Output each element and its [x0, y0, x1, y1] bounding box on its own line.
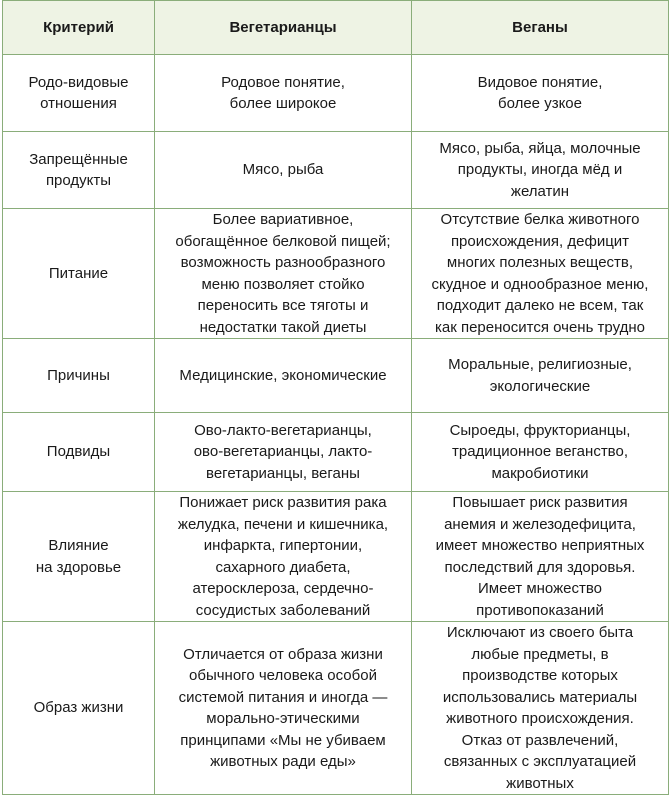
row-vegans: Исключают из своего быта любые предметы, в производстве которых использовались материалы животного происхождения. Отказ от развлечений, связанных с эксплуатацией животных: [412, 622, 669, 795]
header-row: [3, 1, 669, 55]
row-criterion: Влияние на здоровье: [3, 492, 155, 622]
row-vegetarians: Ово-лакто-вегетарианцы, ово-вегетарианцы, лакто- вегетарианцы, веганы: [155, 413, 412, 492]
row-vegetarians: Родовое понятие, более широкое: [155, 55, 412, 132]
row-criterion: Родо-видовые отношения: [3, 55, 155, 132]
table-row: [3, 622, 669, 795]
table-row: [3, 413, 669, 492]
header-vegans: Веганы: [412, 1, 669, 55]
header-criterion: Критерий: [3, 1, 155, 55]
row-vegetarians: Медицинские, экономические: [155, 339, 412, 413]
row-vegetarians: Отличается от образа жизни обычного человека особой системой питания и иногда — морально-этическими принципами «Мы не убиваем животных ради еды»: [155, 622, 412, 795]
row-criterion: Питание: [3, 209, 155, 339]
header-vegetarians: Вегетарианцы: [155, 1, 412, 55]
comparison-table: [2, 0, 669, 795]
row-vegetarians: Понижает риск развития рака желудка, печени и кишечника, инфаркта, гипертонии, сахарного диабета, атеросклероза, сердечно- сосудистых заболеваний: [155, 492, 412, 622]
table-row: [3, 132, 669, 209]
row-criterion: Запрещённые продукты: [3, 132, 155, 209]
row-vegetarians: Мясо, рыба: [155, 132, 412, 209]
row-vegans: Сыроеды, фрукторианцы, традиционное веганство, макробиотики: [412, 413, 669, 492]
table-row: [3, 492, 669, 622]
row-vegans: Повышает риск развития анемия и железодефицита, имеет множество неприятных последствий для здоровья. Имеет множество противопоказаний: [412, 492, 669, 622]
row-criterion: Подвиды: [3, 413, 155, 492]
row-vegans: Мясо, рыба, яйца, молочные продукты, иногда мёд и желатин: [412, 132, 669, 209]
row-criterion: Образ жизни: [3, 622, 155, 795]
row-vegans: Моральные, религиозные, экологические: [412, 339, 669, 413]
row-vegans: Отсутствие белка животного происхождения, дефицит многих полезных веществ, скудное и однообразное меню, подходит далеко не всем, так как переносится очень трудно: [412, 209, 669, 339]
row-criterion: Причины: [3, 339, 155, 413]
table-row: [3, 55, 669, 132]
row-vegans: Видовое понятие, более узкое: [412, 55, 669, 132]
table-row: [3, 339, 669, 413]
table-row: [3, 209, 669, 339]
row-vegetarians: Более вариативное, обогащённое белковой пищей; возможность разнообразного меню позволяет стойко переносить все тяготы и недостатки такой диеты: [155, 209, 412, 339]
